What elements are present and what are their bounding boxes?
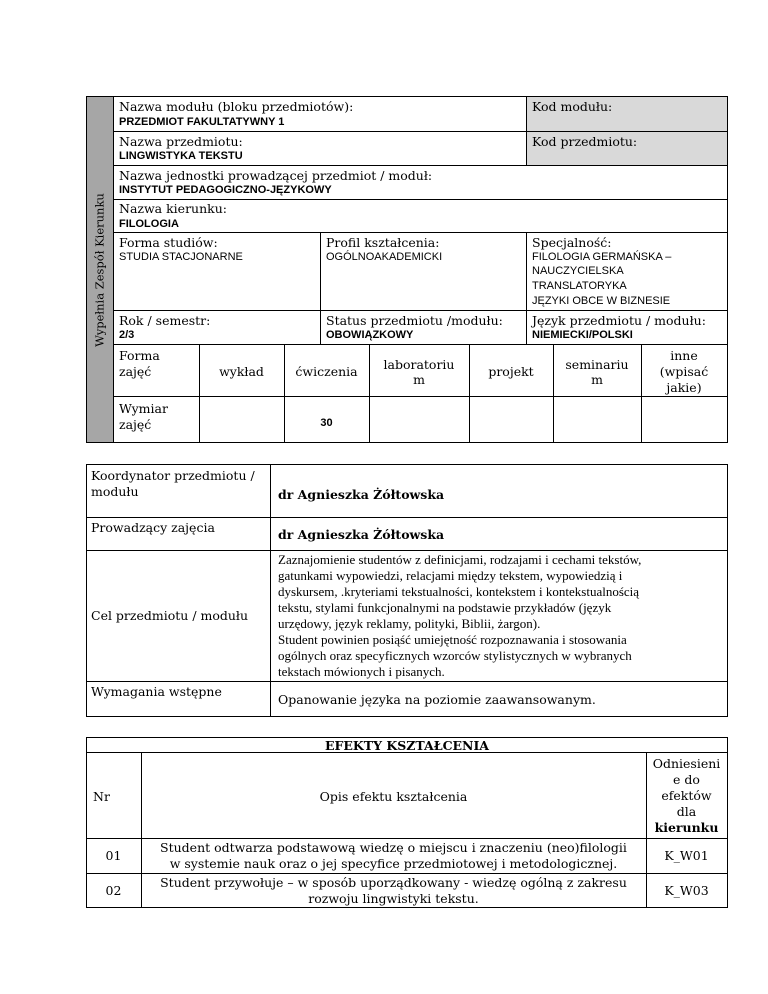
- effect-row-ref: K_W01: [664, 848, 709, 863]
- col-project: projekt: [488, 364, 534, 379]
- module-code-label: Kod modułu:: [532, 99, 613, 114]
- col-description: Opis efektu kształcenia: [319, 789, 468, 804]
- year-value: 2/3: [119, 329, 135, 341]
- module-name-value: PRZEDMIOT FAKULTATYWNY 1: [119, 116, 285, 128]
- classes-form-label-2: zajęć: [119, 364, 152, 379]
- effect-row-nr: 01: [105, 848, 122, 863]
- language-label: Język przedmiotu / modułu:: [532, 313, 706, 328]
- coordinator-value: dr Agnieszka Żółtowska: [278, 487, 445, 502]
- col-ref-2: e do: [673, 772, 700, 787]
- col-other-2: (wpisać: [659, 364, 709, 379]
- profile-value: OGÓLNOAKADEMICKI: [326, 251, 443, 263]
- language-value: NIEMIECKI/POLSKI: [532, 329, 633, 341]
- effect-row-desc-1: Student odtwarza podstawową wiedzę o miejscu i znaczeniu (neo)filologii: [160, 840, 627, 855]
- teacher-label: Prowadzący zajęcia: [91, 520, 215, 535]
- profile-label: Profil kształcenia:: [326, 235, 440, 250]
- goal-line-5: urzędowy, język reklamy, polityki, Biblii, żargon).: [278, 616, 541, 631]
- col-lab-1: laboratoriu: [383, 357, 455, 372]
- effect-row-desc-2: w systemie nauk oraz o jej specyfice przedmiotowej i metodologicznej.: [169, 856, 618, 871]
- specialty-value-4: JĘZYKI OBCE W BIZNESIE: [532, 295, 671, 307]
- study-form-value: STUDIA STACJONARNE: [119, 251, 243, 263]
- hours-label-1: Wymiar: [119, 401, 168, 416]
- col-exercises: ćwiczenia: [295, 364, 358, 379]
- field-value: FILOLOGIA: [119, 218, 179, 230]
- col-lab-2: m: [413, 372, 425, 387]
- col-ref-5: kierunku: [654, 820, 719, 835]
- requirements-label: Wymagania wstępne: [91, 684, 222, 699]
- effect-row-desc-1: Student przywołuje – w sposób uporządkowany - wiedzę ogólną z zakresu: [160, 875, 627, 890]
- col-nr: Nr: [93, 789, 110, 804]
- subject-code-label: Kod przedmiotu:: [532, 134, 638, 149]
- status-value: OBOWIĄZKOWY: [326, 329, 414, 341]
- effect-row-desc-2: rozwoju lingwistyki tekstu.: [308, 891, 479, 906]
- unit-value: INSTYTUT PEDAGOGICZNO-JĘZYKOWY: [119, 184, 332, 196]
- coordinator-label-1: Koordynator przedmiotu /: [91, 468, 255, 483]
- goal-line-8: tekstach mówionych i pisanych.: [278, 664, 445, 679]
- unit-label: Nazwa jednostki prowadzącej przedmiot / moduł:: [119, 168, 433, 183]
- goal-label: Cel przedmiotu / modułu: [91, 608, 249, 623]
- effect-row-ref: K_W03: [664, 883, 709, 898]
- col-ref-3: efektów: [661, 788, 712, 803]
- col-other-3: jakie): [666, 380, 702, 395]
- col-seminar-2: m: [591, 372, 603, 387]
- study-form-label: Forma studiów:: [119, 235, 218, 250]
- subject-name-label: Nazwa przedmiotu:: [119, 134, 243, 149]
- side-label: Wypełnia Zespół Kierunku: [92, 193, 107, 347]
- status-label: Status przedmiotu /modułu:: [326, 313, 503, 328]
- goal-line-4: tekstu, stylami funkcjonalnymi na podstawie przykładów (język: [278, 600, 612, 615]
- goal-line-2: gatunkami wypowiedzi, relacjami między tekstem, wypowiedzią i: [278, 568, 623, 583]
- classes-form-label-1: Forma: [119, 348, 160, 363]
- module-name-label: Nazwa modułu (bloku przedmiotów):: [119, 99, 354, 114]
- col-ref-1: Odniesieni: [652, 756, 721, 771]
- col-lecture: wykład: [219, 364, 264, 379]
- specialty-value-3: TRANSLATORYKA: [532, 280, 627, 292]
- col-seminar-1: seminariu: [565, 357, 629, 372]
- subject-name-value: LINGWISTYKA TEKSTU: [119, 150, 243, 162]
- field-label: Nazwa kierunku:: [119, 201, 227, 216]
- requirements-value: Opanowanie języka na poziomie zaawansowanym.: [278, 692, 596, 707]
- col-other-1: inne: [670, 348, 698, 363]
- specialty-value-2: NAUCZYCIELSKA: [532, 265, 624, 277]
- specialty-value-1: FILOLOGIA GERMAŃSKA –: [532, 251, 672, 263]
- hours-exercises-value: 30: [320, 417, 333, 429]
- teacher-value: dr Agnieszka Żółtowska: [278, 527, 445, 542]
- effect-row-nr: 02: [105, 883, 122, 898]
- goal-line-6: Student powinien posiąść umiejętność rozpoznawania i stosowania: [278, 632, 627, 647]
- year-label: Rok / semestr:: [119, 313, 211, 328]
- specialty-label: Specjalność:: [532, 235, 612, 250]
- goal-line-7: ogólnych oraz specyficznych wzorców stylistycznych w wybranych: [278, 648, 632, 663]
- goal-line-1: Zaznajomienie studentów z definicjami, rodzajami i cechami tekstów,: [278, 552, 642, 567]
- hours-label-2: zajęć: [119, 417, 152, 432]
- goal-line-3: dyskursem, .kryteriami tekstualności, kontekstem i kontekstualnością: [278, 584, 640, 599]
- coordinator-label-2: modułu: [91, 484, 139, 499]
- col-ref-4: dla: [676, 804, 697, 819]
- effects-title: EFEKTY KSZTAŁCENIA: [324, 738, 490, 753]
